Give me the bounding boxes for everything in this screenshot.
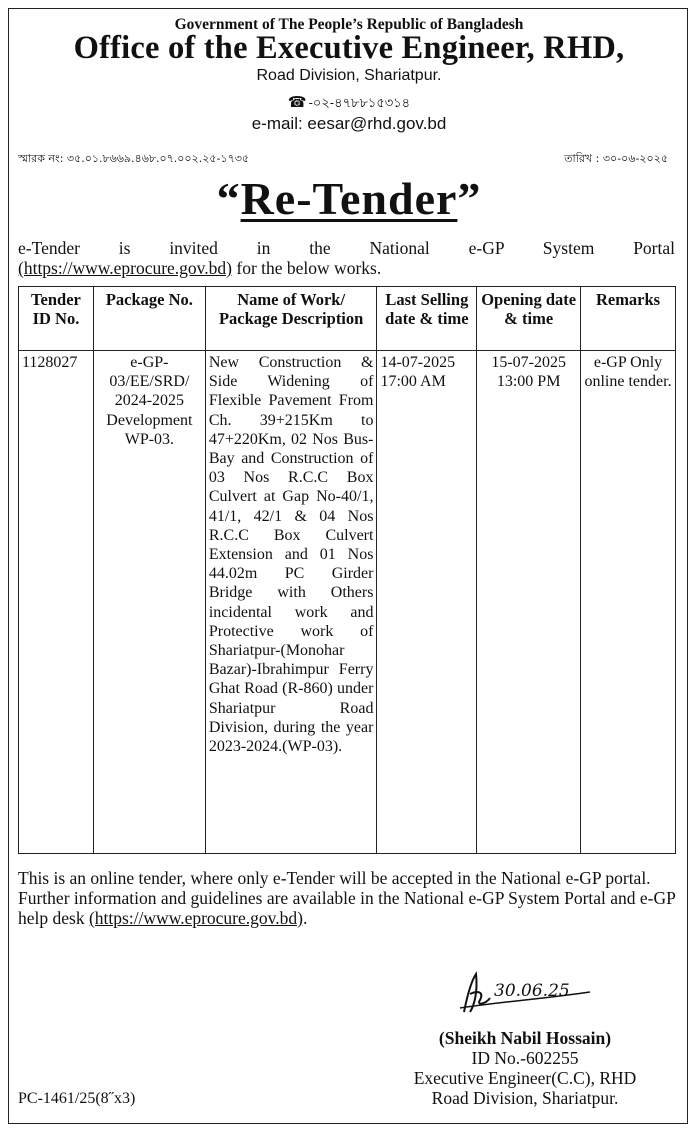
opening-time: 13:00 PM: [496, 373, 561, 391]
email-line: e-mail: eesar@rhd.gov.bd: [251, 114, 447, 133]
signatory-id: ID No.-602255: [471, 1048, 579, 1068]
works-table: [18, 286, 676, 854]
eprocure-link[interactable]: (https://www.eprocure.gov.bd): [18, 258, 232, 278]
notice-title: “Re-Tender”: [216, 173, 482, 224]
table-row: [19, 351, 676, 854]
signatory-name: (Sheikh Nabil Hossain): [438, 1028, 612, 1048]
cell-opening: [477, 351, 581, 854]
cell-tender-id: 1128027: [19, 351, 94, 854]
col-header-name-of-work: Name of Work/ Package Description: [205, 287, 377, 351]
last-selling-time: 17:00 AM: [380, 373, 446, 391]
intro-paragraph: [18, 238, 675, 278]
col-header-last-selling: Last Selling date & time: [377, 287, 477, 351]
signatory-division: Road Division, Shariatpur.: [431, 1088, 619, 1108]
phone-number: -০২-৪৭৮৮১৫৩১৪: [308, 95, 411, 110]
pc-reference: PC-1461/25(8˝x3): [18, 1090, 136, 1107]
government-heading: Government of The People’s Republic of Bangladesh: [174, 16, 524, 33]
footer-guidelines: [18, 888, 676, 928]
phone-line: [0, 93, 698, 115]
footer-online-note: This is an online tender, where only e-Tender will be accepted in the National e-GP portal.: [18, 868, 651, 888]
memo-date: তারিখ : ৩০-০৬-২০২৫: [564, 152, 668, 165]
intro-line: e-Tender is invited in the National e-GP System Portal: [18, 238, 675, 258]
office-title: Office of the Executive Engineer, RHD,: [73, 30, 625, 66]
footer-guidelines-text: Further information and guidelines are available in the National e-GP System Portal and e-GP help desk: [18, 888, 676, 928]
telephone-icon: ☎: [287, 94, 307, 111]
opening-date: 15-07-2025: [491, 354, 566, 371]
footer-eprocure-link[interactable]: (https://www.eprocure.gov.bd): [88, 908, 303, 928]
intro-rest: for the below works.: [232, 258, 382, 278]
col-header-remarks: Remarks: [581, 287, 676, 351]
col-header-package-no: Package No.: [93, 287, 205, 351]
signature-mark: [450, 962, 600, 1032]
table-header-row: [19, 287, 676, 351]
cell-remarks: e-GP Only online tender.: [581, 351, 676, 854]
memo-number: স্মারক নং: ৩৫.০১.৮৬৬৯.৪৬৮.০৭.০০২.২৫-১৭৩৫: [18, 152, 250, 165]
footer-guidelines-end: .: [302, 908, 308, 928]
cell-package-no: e-GP-03/EE/SRD/ 2024-2025 Development WP-03.: [93, 351, 205, 854]
last-selling-date: 14-07-2025: [380, 354, 456, 371]
col-header-opening: Opening date & time: [477, 287, 581, 351]
cell-last-selling: [377, 351, 477, 854]
signatory-designation: Executive Engineer(C.C), RHD: [413, 1068, 637, 1088]
division-line: Road Division, Shariatpur.: [256, 67, 442, 84]
col-header-tender-id: Tender ID No.: [19, 287, 94, 351]
footer-notes: [18, 868, 676, 928]
signatory-block: [370, 1028, 680, 1108]
cell-work-description: New Construction & Side Widening of Flexible Pavement From Ch. 39+215Km to 47+220Km, 02 Nos Bus-Bay and Construction of 03 Nos R.C.C Box Culvert at Gap No-40/1, 41/1, 42/1 & 04 Nos R.C.C Box Culvert Extension and 01 Nos 44.02m PC Girder Bridge with Others incidental work and Protective work of Shariatpur-(Monohar Bazar)-Ibrahimpur Ferry Ghat Road (R-860) under Shariatpur Road Division, during the year 2023-2024.(WP-03).: [205, 351, 377, 854]
notice-title-text: Re-Tender: [240, 173, 458, 224]
signature-date-scrawl: 30.06.25: [494, 981, 570, 1001]
